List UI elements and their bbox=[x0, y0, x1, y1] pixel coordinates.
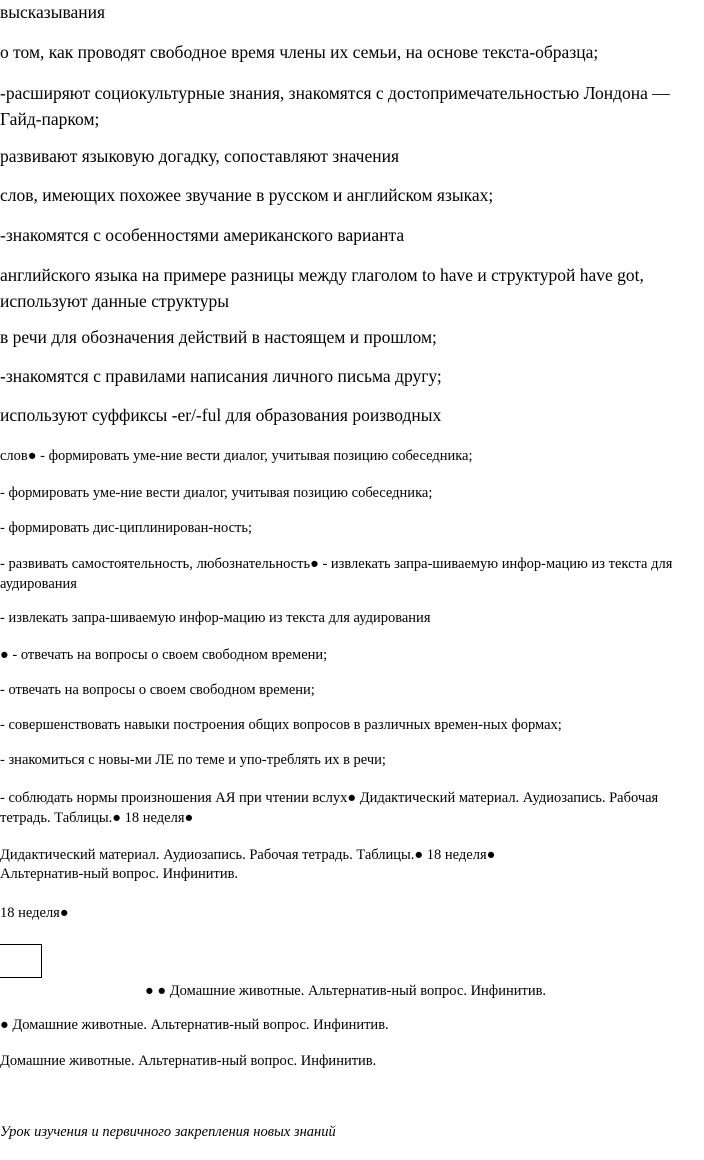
text-line-20: - соблюдать нормы произношения АЯ при чтении вслух● Дидактический материал. Аудиозапись. Рабочая тетрадь. Таблицы.● 18 неделя● bbox=[0, 790, 659, 826]
text-line-9: -знакомятся с правилами написания личного письма другу; bbox=[0, 366, 442, 386]
text-line-6: -знакомятся с особенностями американского варианта bbox=[0, 225, 405, 245]
text-line-1: высказывания bbox=[0, 2, 106, 22]
text-line-21: Дидактический материал. Аудиозапись. Рабочая тетрадь. Таблицы.● 18 неделя● bbox=[0, 847, 496, 863]
text-line-7: английского языка на примере разницы между глаголом to have и структурой have got, используют данные структуры bbox=[0, 265, 644, 311]
text-line-3: -расширяют социокультурные знания, знакомятся с достопримечательностью Лондона — Гайд-парком; bbox=[0, 83, 670, 129]
text-line-4: развивают языковую догадку, сопоставляют значения bbox=[0, 146, 400, 166]
lesson-type-caption: Урок изучения и первичного закрепления новых знаний bbox=[0, 1124, 336, 1140]
text-line-18: - совершенствовать навыки построения общих вопросов в различных времен-ных формах; bbox=[0, 717, 562, 733]
text-line-26: Домашние животные. Альтернатив-ный вопрос. Инфинитив. bbox=[0, 1053, 377, 1069]
text-line-23: 18 неделя● bbox=[0, 905, 69, 921]
text-line-16: ● - отвечать на вопросы о своем свободном времени; bbox=[0, 647, 328, 663]
text-line-19: - знакомиться с новы-ми ЛЕ по теме и упо-треблять их в речи; bbox=[0, 752, 386, 768]
text-line-11: слов● - формировать уме-ние вести диалог, учитывая позицию собеседника; bbox=[0, 448, 473, 464]
text-line-17: - отвечать на вопросы о своем свободном времени; bbox=[0, 682, 315, 698]
text-line-22: Альтернатив-ный вопрос. Инфинитив. bbox=[0, 866, 239, 882]
text-line-15: - извлекать запра-шиваемую инфор-мацию из текста для аудирования bbox=[0, 610, 431, 626]
text-line-14: - развивать самостоятельность, любознательность● - извлекать запра-шиваемую инфор-мацию из текста для аудирования bbox=[0, 556, 673, 592]
text-line-12: - формировать уме-ние вести диалог, учитывая позицию собеседника; bbox=[0, 485, 433, 501]
text-line-2: о том, как проводят свободное время члены их семьи, на основе текста-образца; bbox=[0, 42, 599, 62]
text-line-25: ● Домашние животные. Альтернатив-ный вопрос. Инфинитив. bbox=[0, 1017, 389, 1033]
text-line-8: в речи для обозначения действий в настоящем и прошлом; bbox=[0, 327, 437, 347]
empty-table-cell bbox=[0, 944, 42, 978]
text-line-5: слов, имеющих похожее звучание в русском и английском языках; bbox=[0, 185, 494, 205]
text-line-24: ● ● Домашние животные. Альтернатив-ный вопрос. Инфинитив. bbox=[145, 983, 547, 999]
text-line-13: - формировать дис-циплинирован-ность; bbox=[0, 520, 253, 536]
text-line-10: используют суффиксы -er/-ful для образования роизводных bbox=[0, 405, 442, 425]
